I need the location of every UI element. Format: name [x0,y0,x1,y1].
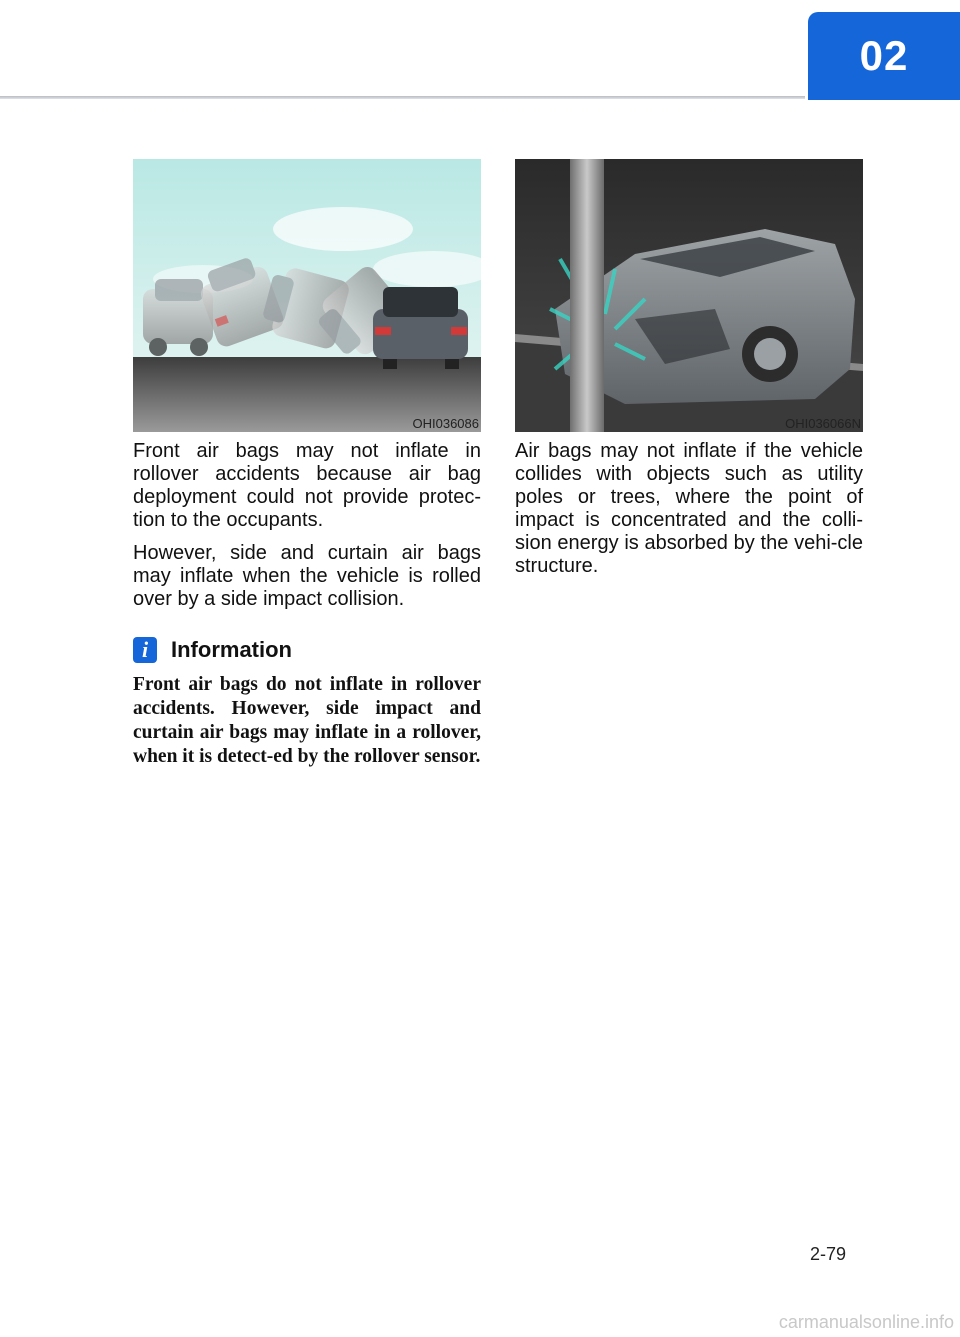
pole-collision-illustration [515,159,863,432]
pole-collision-paragraph: Air bags may not inflate if the vehicle collides with objects such as utility poles or trees, where the point of impact is concentrated and the colli-sion energy is absorbed by the vehi-cle structure. [515,440,863,577]
figure-caption: OHI036066N [785,416,861,431]
rollover-illustration [133,159,481,432]
right-column [515,440,863,588]
watermark: carmanualsonline.info [778,1312,954,1332]
information-icon: i [133,637,157,663]
figure-caption: OHI036086 [412,416,479,431]
header-rule [0,96,805,99]
chapter-tab: 02 [808,12,960,100]
information-text: Front air bags do not inflate in rollover accidents. However, side impact and curtain air bags may inflate in a rollover, when it is detect-ed by the rollover sensor. [133,674,481,767]
information-heading [133,637,481,663]
side-curtain-paragraph: However, side and curtain air bags may inflate when the vehicle is rolled over by a side impact collision. [133,542,481,610]
rollover-graphic [133,159,481,432]
front-airbag-paragraph: Front air bags may not inflate in rollover accidents because air bag deployment could not provide protec-tion to the occupants. [133,440,481,531]
page-number: 2-79 [810,1244,847,1264]
pole-collision-graphic [515,159,863,432]
information-title: Information [171,637,292,662]
left-column [133,440,481,769]
